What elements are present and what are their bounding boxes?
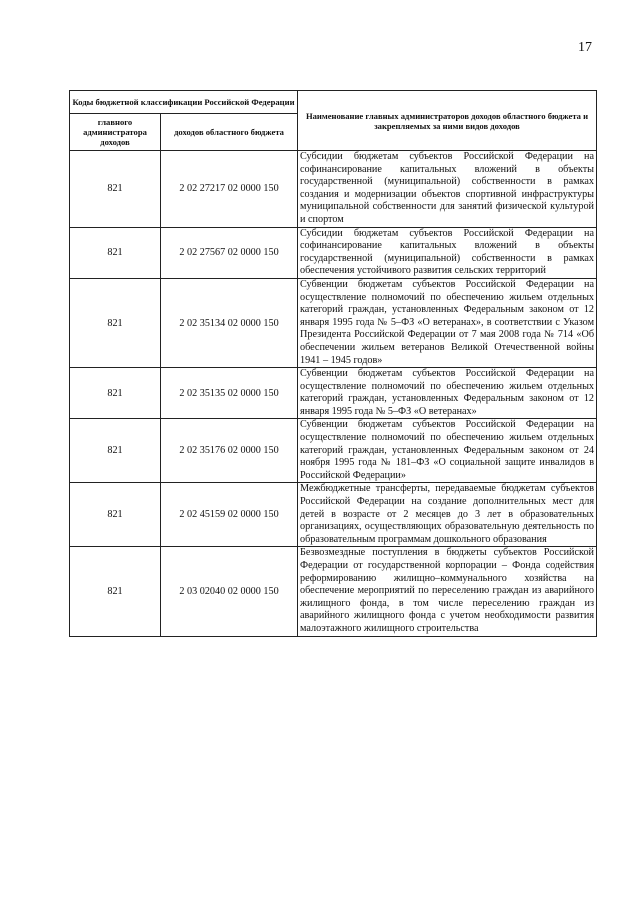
income-description: Субсидии бюджетам субъектов Российской Федерации на софинансирование капитальных вложений в объекты государственной (муниципальной) собственности в рамках обеспечения устойчивого развития сельских территорий <box>298 227 597 278</box>
table-row <box>70 278 597 367</box>
table-row <box>70 483 597 547</box>
budget-classification-table <box>69 90 597 637</box>
income-description: Субвенции бюджетам субъектов Российской Федерации на осуществление полномочий по обеспечению жильем отдельных категорий граждан, установленных Федеральным законом от 12 января 1995 года № 5–ФЗ «О ветеранах» <box>298 368 597 419</box>
header-group-title: Коды бюджетной классификации Российской Федерации <box>70 91 298 114</box>
header-admin-column: главного администратора доходов <box>70 114 161 151</box>
income-code: 2 02 27217 02 0000 150 <box>161 151 298 228</box>
admin-code: 821 <box>70 151 161 228</box>
admin-code: 821 <box>70 547 161 636</box>
table-row <box>70 151 597 228</box>
admin-code: 821 <box>70 368 161 419</box>
header-income-column: доходов областного бюджета <box>161 114 298 151</box>
admin-code: 821 <box>70 227 161 278</box>
income-description: Субвенции бюджетам субъектов Российской Федерации на осуществление полномочий по обеспечению жильем отдельных категорий граждан, установленных Федеральным законом от 12 января 1995 года № 5–ФЗ «О ветеранах», в соответствии с Указом Президента Российской Федерации от 7 мая 2008 года № 714 «Об обеспечении жильем ветеранов Великой Отечественной войны 1941 – 1945 годов» <box>298 278 597 367</box>
header-name-column: Наименование главных администраторов доходов областного бюджета и закрепляемых за ними видов доходов <box>298 91 597 151</box>
page-number: 17 <box>578 40 592 55</box>
income-code: 2 02 35134 02 0000 150 <box>161 278 298 367</box>
admin-code: 821 <box>70 483 161 547</box>
income-code: 2 02 45159 02 0000 150 <box>161 483 298 547</box>
admin-code: 821 <box>70 278 161 367</box>
admin-code: 821 <box>70 419 161 483</box>
income-description: Безвозмездные поступления в бюджеты субъектов Российской Федерации от государственной корпорации – Фонда содействия реформированию жилищно–коммунального хозяйства на обеспечение мероприятий по переселению граждан из аварийного жилищного фонда, в том числе переселению граждан из аварийного жилищного фонда с учетом необходимости развития малоэтажного жилищного строительства <box>298 547 597 636</box>
table-row <box>70 547 597 636</box>
income-description: Субвенции бюджетам субъектов Российской Федерации на осуществление полномочий по обеспечению жильем отдельных категорий граждан, установленных Федеральным законом от 24 ноября 1995 года № 181–ФЗ «О социальной защите инвалидов в Российской Федерации» <box>298 419 597 483</box>
income-code: 2 02 35176 02 0000 150 <box>161 419 298 483</box>
income-code: 2 03 02040 02 0000 150 <box>161 547 298 636</box>
table-row <box>70 227 597 278</box>
table-row <box>70 368 597 419</box>
income-description: Субсидии бюджетам субъектов Российской Федерации на софинансирование капитальных вложений в объекты государственной (муниципальной) собственности в рамках создания и модернизации объектов спортивной инфраструктуры муниципальной собственности для занятий физической культурой и спортом <box>298 151 597 228</box>
table-row <box>70 419 597 483</box>
income-description: Межбюджетные трансферты, передаваемые бюджетам субъектов Российской Федерации на создание дополнительных мест для детей в возрасте от 2 месяцев до 3 лет в образовательных организациях, осуществляющих образовательную деятельность по образовательным программам дошкольного образования <box>298 483 597 547</box>
income-code: 2 02 35135 02 0000 150 <box>161 368 298 419</box>
income-code: 2 02 27567 02 0000 150 <box>161 227 298 278</box>
